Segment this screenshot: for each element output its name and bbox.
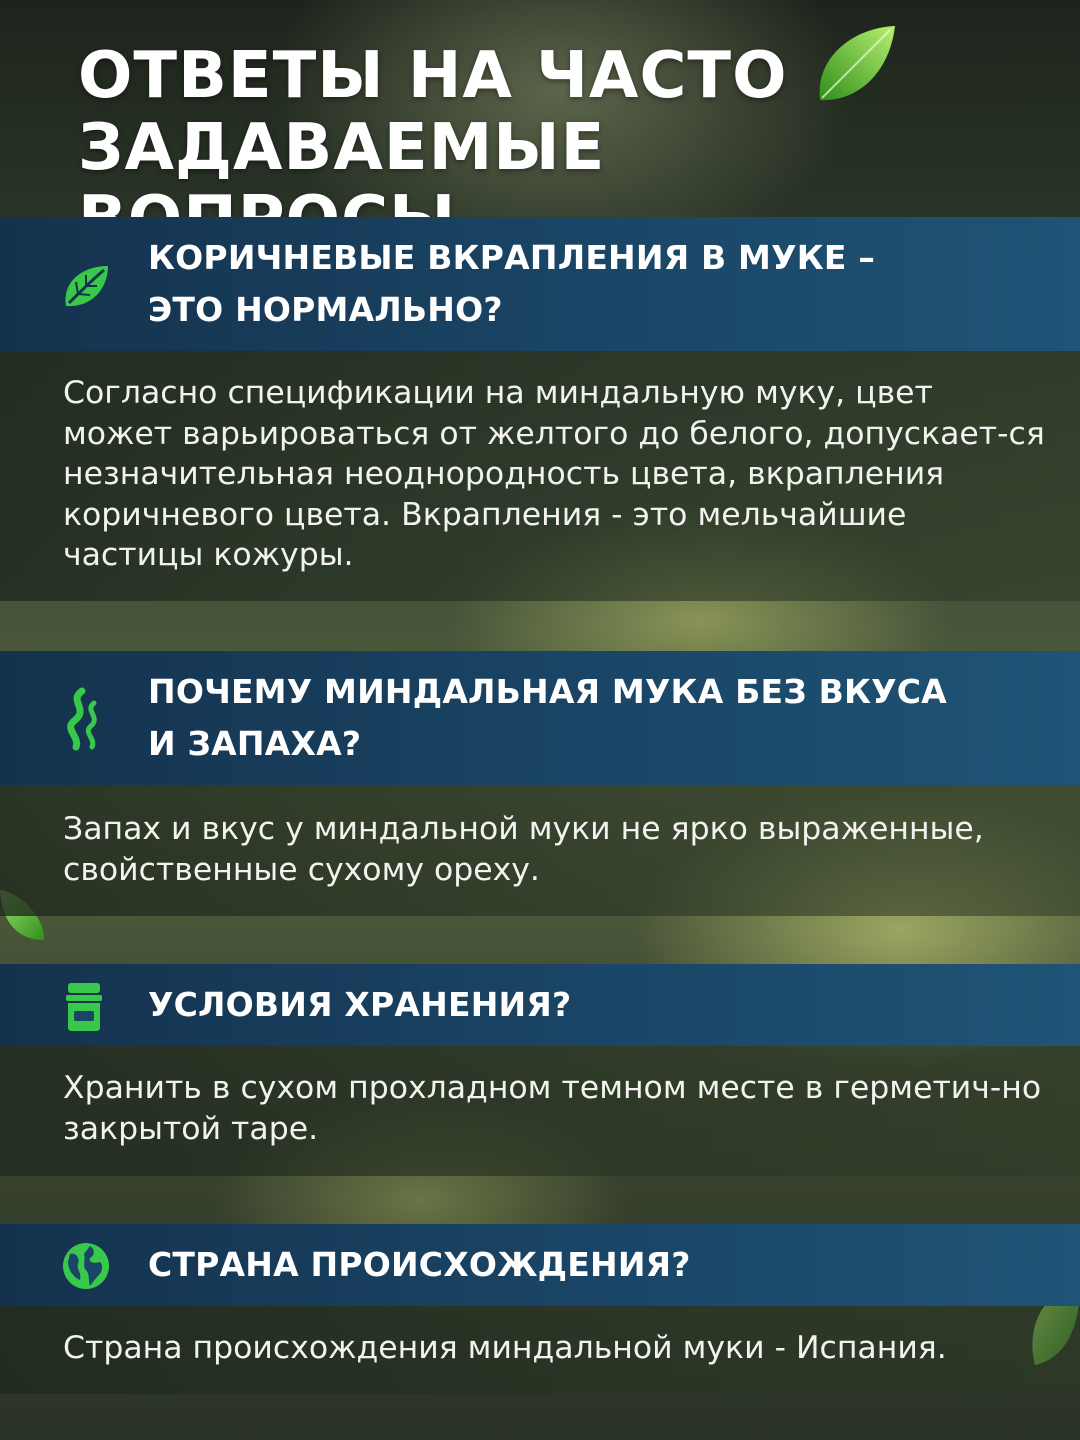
page-title-line-2: ЗАДАВАЕМЫЕ <box>78 111 606 185</box>
faq-question-line-2: ЭТО НОРМАЛЬНО? <box>148 290 503 329</box>
faq-question-line-1: СТРАНА ПРОИСХОЖДЕНИЯ? <box>148 1245 691 1284</box>
faq-question <box>148 232 980 336</box>
faq-question-line-2: И ЗАПАХА? <box>148 724 362 763</box>
aroma-waves-icon <box>60 687 112 751</box>
faq-answer-box <box>0 351 1080 601</box>
faq-question <box>148 666 980 770</box>
leaf-icon <box>60 260 112 312</box>
faq-question <box>148 1239 980 1291</box>
globe-icon <box>60 1240 112 1292</box>
faq-question-bar <box>0 651 1080 785</box>
faq-answer: Согласно спецификации на миндальную муку, цвет может варьироваться от желтого до белого, допускает-ся незначительная неоднородность цвета, вкрапления коричневого цвета. Вкрапления - это мельчайшие частицы кожуры. <box>63 375 1045 573</box>
page-title-line-1: ОТВЕТЫ НА ЧАСТО <box>78 39 788 113</box>
faq-question-bar <box>0 964 1080 1046</box>
jar-icon <box>64 981 104 1033</box>
faq-answer: Страна происхождения миндальной муки - Испания. <box>63 1330 947 1366</box>
faq-question-line-1: КОРИЧНЕВЫЕ ВКРАПЛЕНИЯ В МУКЕ – <box>148 238 876 277</box>
faq-question <box>148 979 980 1031</box>
faq-question-line-1: ПОЧЕМУ МИНДАЛЬНАЯ МУКА БЕЗ ВКУСА <box>148 672 947 711</box>
faq-answer-box <box>0 1046 1080 1176</box>
faq-question-line-1: УСЛОВИЯ ХРАНЕНИЯ? <box>148 985 572 1024</box>
faq-question-bar <box>0 217 1080 351</box>
faq-question-bar <box>0 1224 1080 1306</box>
faq-answer: Запах и вкус у миндальной муки не ярко выраженные, свойственные сухому ореху. <box>63 811 984 888</box>
faq-answer: Хранить в сухом прохладном темном месте в герметич-но закрытой таре. <box>63 1070 1042 1147</box>
faq-answer-box <box>0 1306 1080 1394</box>
faq-answer-box <box>0 785 1080 916</box>
